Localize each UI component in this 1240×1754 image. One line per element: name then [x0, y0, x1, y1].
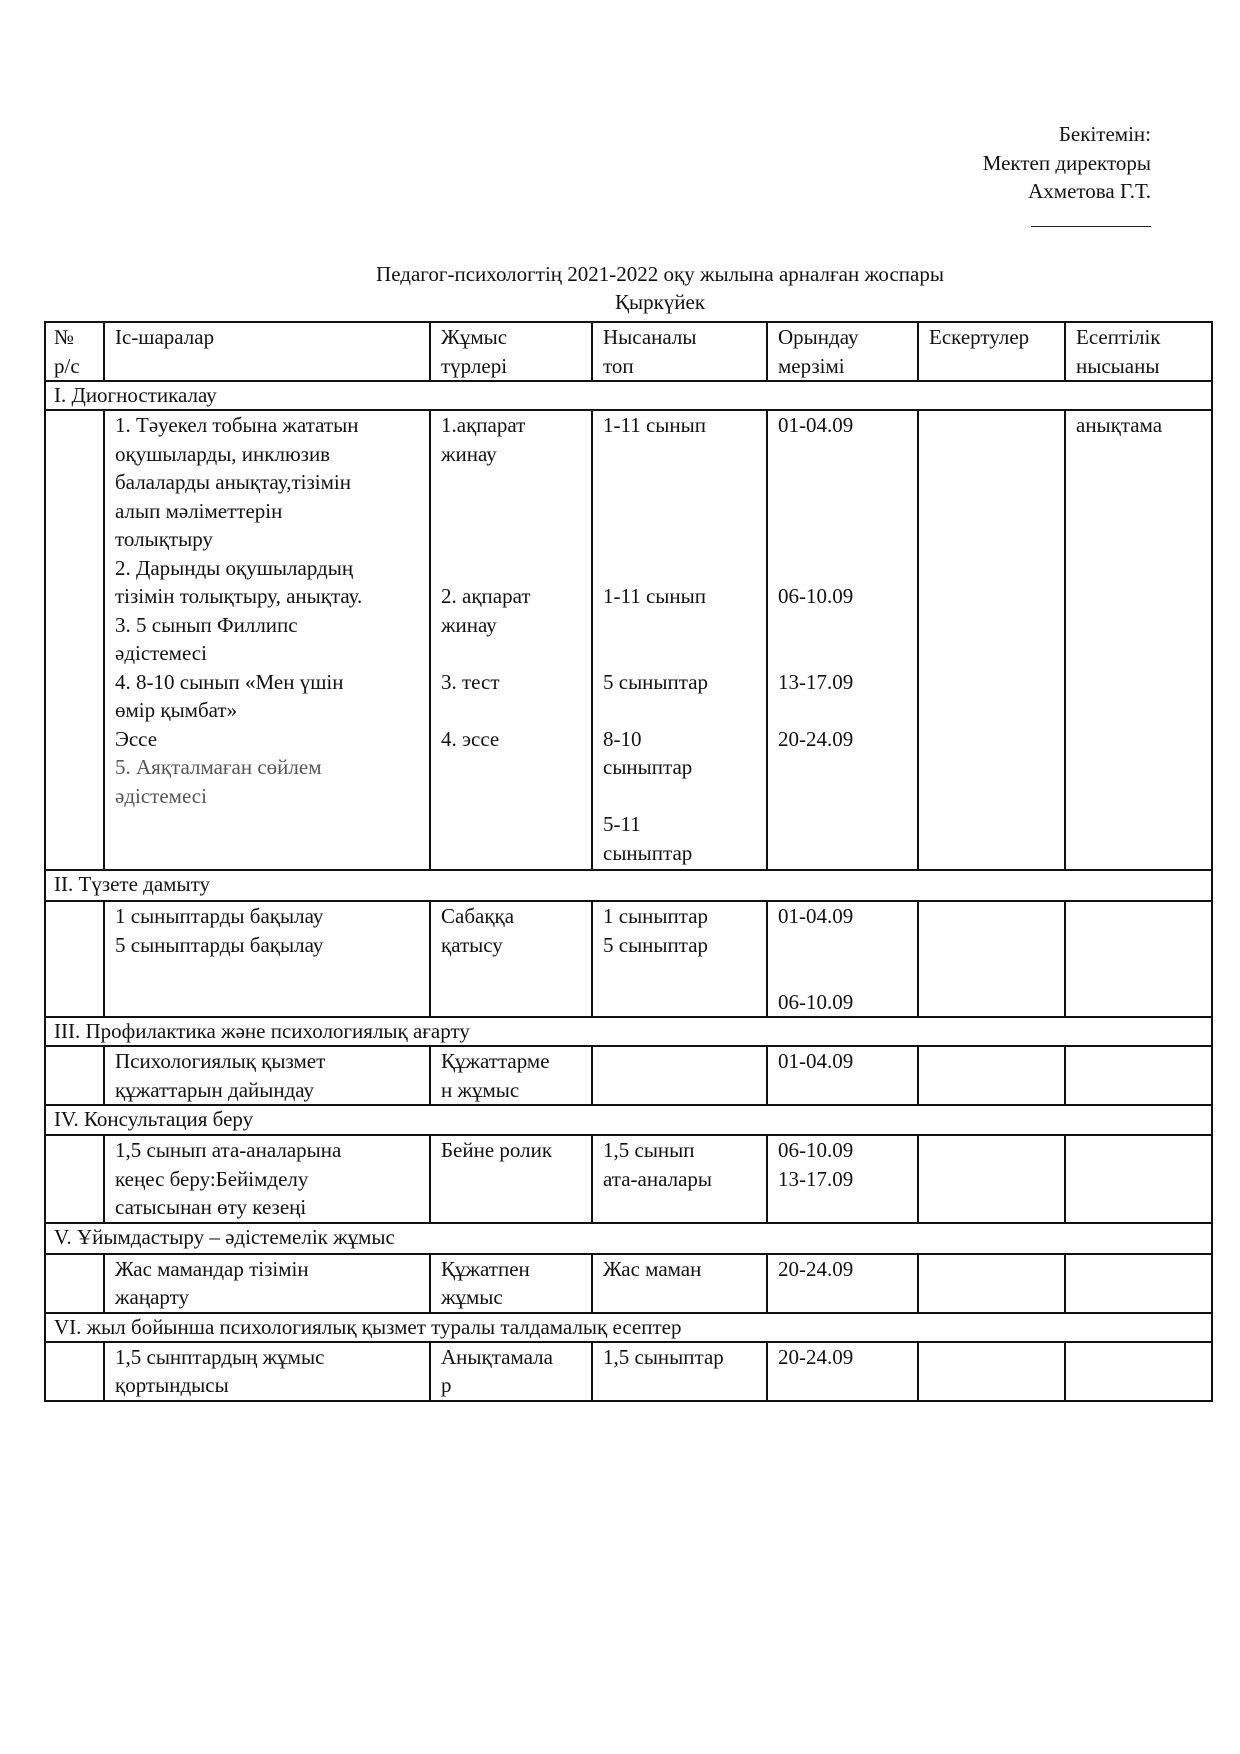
cell-line: Эссе: [115, 726, 158, 751]
cell-line: [603, 611, 756, 640]
work-types-cell: [430, 1342, 592, 1401]
section-title: IV. Консультация беру: [45, 1105, 1212, 1135]
cell-line: р: [441, 1373, 452, 1397]
cell-line: 13-17.09: [778, 1166, 854, 1191]
activities-cell: [104, 1254, 430, 1313]
cell-line: [778, 554, 907, 583]
cell-line: 1,5 сынып ата-аналарына: [115, 1138, 342, 1162]
cell-line: [441, 554, 581, 583]
cell-line: 1,5 сыныптар: [603, 1344, 724, 1369]
activities-cell: [104, 1135, 430, 1223]
cell-line: жаңарту: [115, 1285, 190, 1309]
cell-line: [603, 696, 756, 725]
notes-cell: [918, 1342, 1065, 1401]
cell-line: 5 сыныптар: [603, 932, 709, 957]
cell-line: [778, 611, 907, 640]
num-cell: [45, 1135, 104, 1223]
cell-line: [603, 440, 756, 469]
table-row: [45, 1135, 1212, 1223]
activities-cell: [104, 1046, 430, 1105]
table-row: [45, 410, 1212, 870]
num-cell: [45, 1254, 104, 1313]
target-group-cell: [592, 1254, 767, 1313]
cell-line: толықтыру: [115, 527, 213, 551]
cell-line: Анықтамала: [441, 1344, 553, 1369]
cell-line: Сабаққа: [441, 904, 515, 928]
notes-cell: [918, 901, 1065, 1017]
deadline-cell: [767, 1135, 918, 1223]
cell-line: оқушыларды, инклюзив: [115, 441, 331, 466]
cell-line: [778, 497, 907, 526]
activities-cell: [104, 1342, 430, 1401]
cell-line: қатысу: [441, 932, 503, 957]
cell-line: балаларды анықтау,тізімін: [115, 470, 351, 494]
section-title: I. Диогностикалау: [45, 381, 1212, 410]
cell-line: [441, 696, 581, 725]
cell-line: Жас маман: [603, 1256, 702, 1281]
cell-line: ата-аналары: [603, 1166, 712, 1191]
cell-line: сыныптар: [603, 840, 693, 865]
section-header-row: [45, 381, 1212, 410]
notes-cell: [918, 1135, 1065, 1223]
report-form-cell: [1065, 1135, 1212, 1223]
cell-line: 06-10.09: [778, 989, 854, 1014]
cell-line: 4. 8-10 сынып «Мен үшін: [115, 669, 344, 694]
notes-cell: [918, 1046, 1065, 1105]
notes-cell: [918, 1254, 1065, 1313]
approval-label: Бекітемін:: [1058, 122, 1151, 146]
work-types-cell: [430, 1254, 592, 1313]
section-header-row: [45, 1313, 1212, 1342]
cell-line: 20-24.09: [778, 1256, 854, 1281]
cell-line: өмір қымбат»: [115, 698, 238, 722]
deadline-cell: [767, 901, 918, 1017]
cell-line: 5 сыныптар: [603, 669, 709, 694]
cell-line: анықтама: [1076, 413, 1163, 437]
cell-line: н жұмыс: [441, 1077, 520, 1102]
cell-line: алып мәліметтерін: [115, 498, 283, 523]
plan-table: [44, 321, 1213, 1402]
cell-line: 2. ақпарат: [441, 584, 531, 608]
work-types-cell: [430, 1135, 592, 1223]
section-title: V. Ұйымдастыру – әдістемелік жұмыс: [45, 1223, 1212, 1254]
cell-line: 13-17.09: [778, 669, 854, 694]
cell-line: тізімін толықтыру, анықтау.: [115, 584, 363, 608]
cell-line: [778, 959, 907, 988]
cell-line: 3. тест: [441, 669, 500, 694]
cell-line: жұмыс: [441, 1285, 503, 1309]
header-deadline: Орындау мерзімі: [767, 322, 918, 381]
cell-line: 1,5 сынптардың жұмыс: [115, 1344, 325, 1369]
approval-block: [983, 120, 1151, 234]
cell-line: 1. Тәуекел тобына жататын: [115, 413, 359, 437]
cell-line: 5 сыныптарды бақылау: [115, 932, 324, 957]
activities-cell: [104, 410, 430, 870]
work-types-cell: [430, 410, 592, 870]
approval-position: Мектеп директоры: [982, 150, 1151, 175]
cell-line: 4. эссе: [441, 726, 500, 751]
cell-line: қортындысы: [115, 1373, 229, 1397]
section-header-row: [45, 1105, 1212, 1135]
cell-line: [441, 468, 581, 497]
notes-cell: [918, 410, 1065, 870]
cell-line: Жас мамандар тізімін: [115, 1256, 309, 1281]
cell-line: 1,5 сынып: [603, 1138, 695, 1162]
deadline-cell: [767, 1342, 918, 1401]
cell-line: [778, 468, 907, 497]
cell-line: 2. Дарынды оқушылардың: [115, 555, 354, 580]
header-work-types: Жұмыс түрлері: [430, 322, 592, 381]
cell-line: 20-24.09: [778, 726, 854, 751]
target-group-cell: [592, 1046, 767, 1105]
target-group-cell: [592, 1135, 767, 1223]
cell-line: [441, 497, 581, 526]
header-target-group: Нысаналы топ: [592, 322, 767, 381]
cell-line: жинау: [441, 612, 497, 637]
approval-name: Ахметова Г.Т.: [1028, 179, 1151, 203]
cell-line: 5. Аяқталмаған сөйлем: [115, 755, 322, 779]
cell-line: әдістемесі: [115, 783, 207, 808]
report-form-cell: [1065, 1046, 1212, 1105]
report-form-cell: [1065, 410, 1212, 870]
cell-line: Құжаттарме: [441, 1049, 550, 1073]
cell-line: [778, 525, 907, 554]
table-row: [45, 1254, 1212, 1313]
cell-line: 3. 5 сынып Филлипс: [115, 612, 298, 637]
header-num: № р/с: [45, 322, 104, 381]
cell-line: құжаттарын дайындау: [115, 1077, 315, 1102]
cell-line: [603, 639, 756, 668]
section-title: III. Профилактика және психологиялық ағарту: [45, 1017, 1212, 1046]
cell-line: 01-04.09: [778, 1049, 854, 1073]
cell-line: әдістемесі: [115, 641, 207, 665]
target-group-cell: [592, 1342, 767, 1401]
cell-line: 01-04.09: [778, 904, 854, 928]
cell-line: 1-11 сынып: [603, 584, 706, 608]
cell-line: 20-24.09: [778, 1344, 854, 1369]
work-types-cell: [430, 1046, 592, 1105]
cell-line: [441, 639, 581, 668]
target-group-cell: [592, 410, 767, 870]
cell-line: [778, 931, 907, 960]
cell-line: [603, 525, 756, 554]
cell-line: [603, 782, 756, 811]
report-form-cell: [1065, 1342, 1212, 1401]
num-cell: [45, 1342, 104, 1401]
section-header-row: [45, 1223, 1212, 1254]
cell-line: Бейне ролик: [441, 1138, 553, 1162]
table-header-row: [45, 322, 1212, 381]
target-group-cell: [592, 901, 767, 1017]
report-form-cell: [1065, 901, 1212, 1017]
cell-line: сыныптар: [603, 755, 693, 779]
cell-line: 06-10.09: [778, 1138, 854, 1162]
cell-line: 1-11 сынып: [603, 413, 706, 437]
cell-line: 1 сыныптар: [603, 904, 709, 928]
cell-line: 1.ақпарат: [441, 413, 526, 437]
section-header-row: [45, 1017, 1212, 1046]
cell-line: 01-04.09: [778, 413, 854, 437]
signature-line: [1031, 214, 1151, 227]
cell-line: кеңес беру:Бейімделу: [115, 1166, 309, 1191]
cell-line: жинау: [441, 441, 497, 466]
num-cell: [45, 1046, 104, 1105]
num-cell: [45, 410, 104, 870]
work-types-cell: [430, 901, 592, 1017]
cell-line: [778, 696, 907, 725]
header-notes: Ескертулер: [918, 322, 1065, 381]
cell-line: [603, 468, 756, 497]
cell-line: 1 сыныптарды бақылау: [115, 904, 324, 928]
cell-line: [778, 440, 907, 469]
table-row: [45, 1046, 1212, 1105]
table-row: [45, 901, 1212, 1017]
section-header-row: [45, 870, 1212, 901]
cell-line: 8-10: [603, 726, 642, 751]
header-report-form: Есептілік нысыаны: [1065, 322, 1212, 381]
month-subtitle: Қыркүйек: [614, 290, 706, 314]
cell-line: Психологиялық қызмет: [115, 1049, 326, 1073]
deadline-cell: [767, 1046, 918, 1105]
cell-line: [441, 525, 581, 554]
activities-cell: [104, 901, 430, 1017]
deadline-cell: [767, 1254, 918, 1313]
section-title: II. Түзете дамыту: [45, 870, 1212, 901]
cell-line: Құжатпен: [441, 1256, 530, 1281]
header-activities: Іс-шаралар: [104, 322, 430, 381]
cell-line: [778, 639, 907, 668]
cell-line: сатысынан өту кезеңі: [115, 1195, 307, 1219]
cell-line: 5-11: [603, 812, 641, 836]
cell-line: [603, 497, 756, 526]
num-cell: [45, 901, 104, 1017]
cell-line: 06-10.09: [778, 584, 854, 608]
table-row: [45, 1342, 1212, 1401]
deadline-cell: [767, 410, 918, 870]
report-form-cell: [1065, 1254, 1212, 1313]
section-title: VI. жыл бойынша психологиялық қызмет туралы талдамалық есептер: [45, 1313, 1212, 1342]
document-title: Педагог-психологтің 2021-2022 оқу жылына арналған жоспары: [376, 262, 944, 286]
cell-line: [603, 554, 756, 583]
